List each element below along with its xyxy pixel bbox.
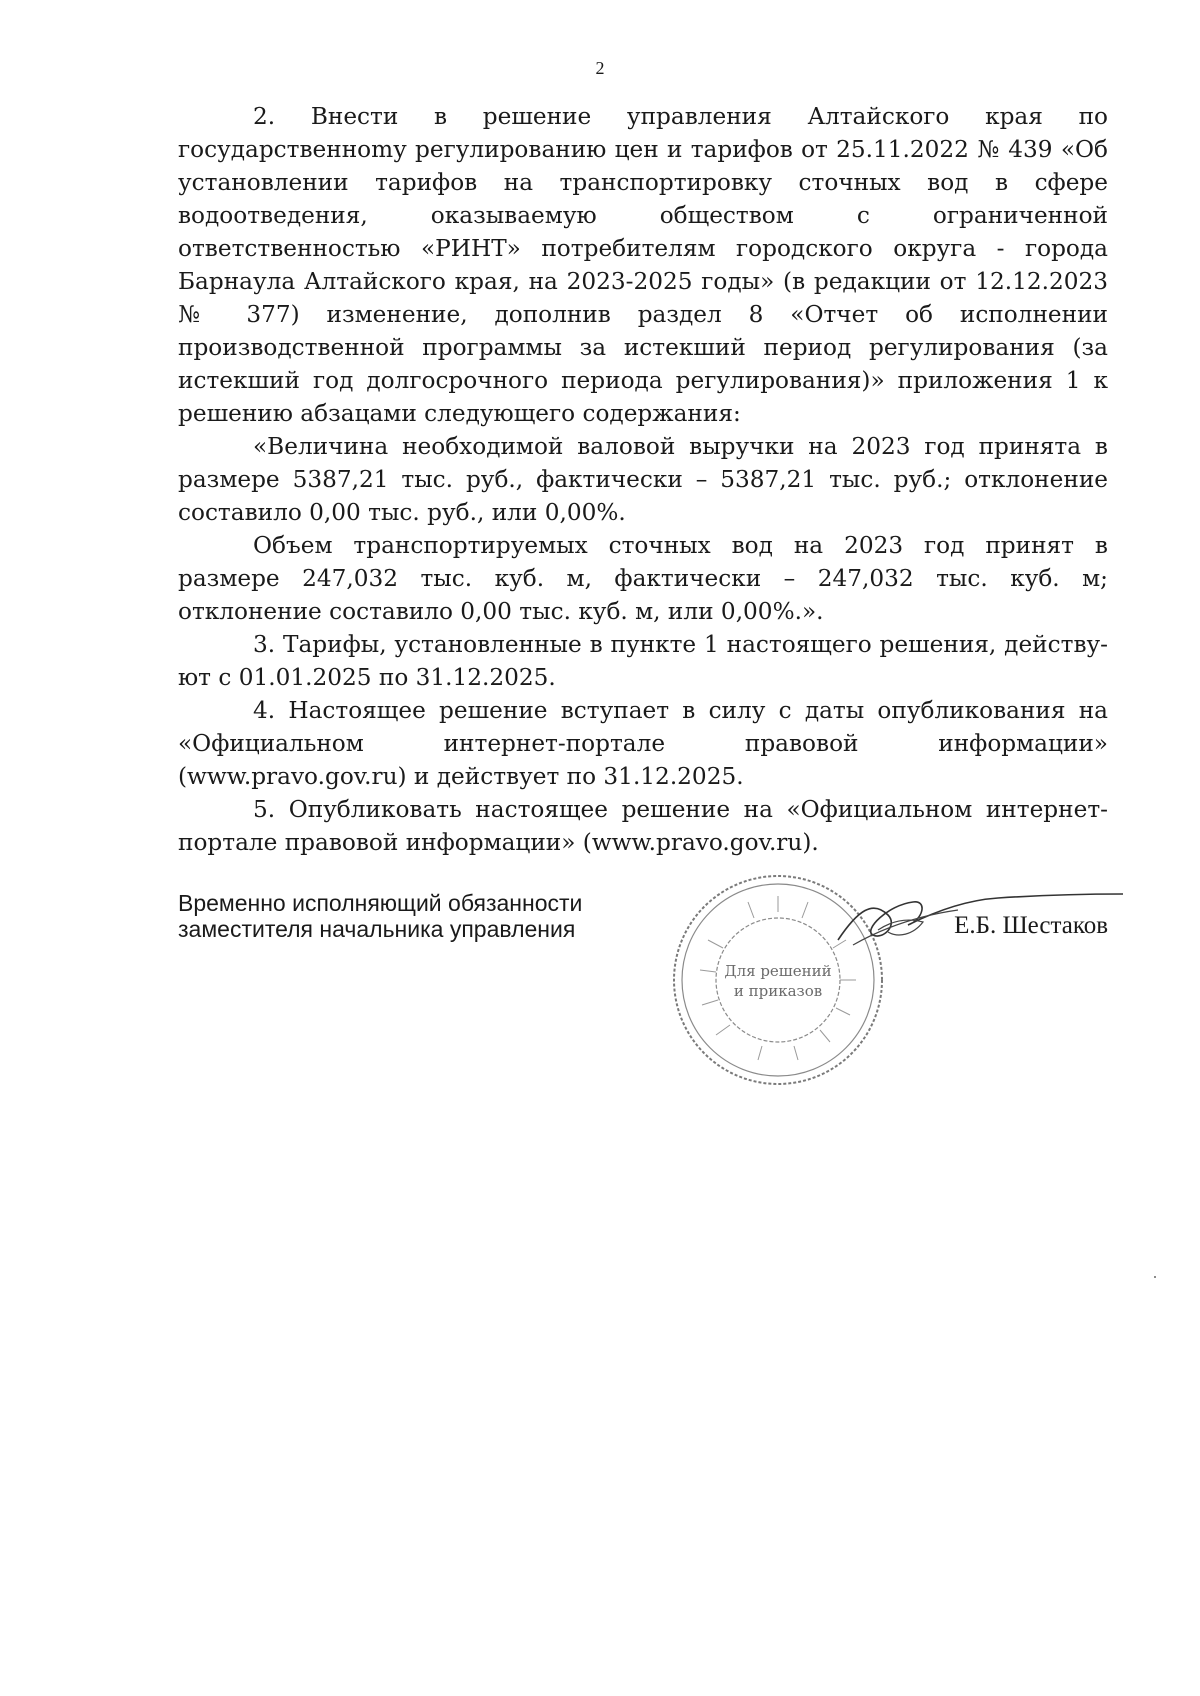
signature-block bbox=[178, 890, 1108, 1130]
signer-name: Е.Б. Шестаков bbox=[954, 912, 1108, 939]
signer-title-line-1: Временно исполняющий обязанности bbox=[178, 890, 583, 916]
paragraph-revenue: «Величина необходимой валовой выручки на 2023 год принята в размере 5387,21 тыс. руб., фактически – 5387,21 тыс. руб.; отклонение составило 0,00 тыс. руб., или 0,00%. bbox=[178, 433, 1108, 526]
paragraph-5: 5. Опубликовать настоящее решение на «Официальном интернет-портале правовой информации» (www.pravo.gov.ru). bbox=[178, 796, 1108, 856]
paragraph-2: 2. Внести в решение управления Алтайского края по государственноmу регулированию цен и тарифов от 25.11.2022 № 439 «Об установлении тарифов на транспортировку сточных вод в сфере водоотведения, оказываемую обществом с ограниченной ответственностью «РИНТ» потребителям городского округа - города Барнаула Алтайского края, на 2023-2025 годы» (в редакции от 12.12.2023 № 377) изменение, дополнив раздел 8 «Отчет об исполнении производственной программы за истекший период регулирования (за истекший год долгосрочного периода регулирования)» приложения 1 к решению абзацами следующего содержания: bbox=[178, 103, 1108, 427]
stamp-center-line-1: Для решений bbox=[724, 962, 832, 980]
document-body bbox=[178, 100, 1108, 859]
paragraph-4: 4. Настоящее решение вступает в силу с даты опубликования на «Официальном интернет-портале правовой информации» (www.pravo.gov.ru) и действует по 31.12.2025. bbox=[178, 697, 1108, 790]
page-number: 2 bbox=[595, 58, 605, 78]
stamp-center-line-2: и приказов bbox=[733, 982, 823, 1000]
signer-title bbox=[178, 890, 698, 942]
scan-speck bbox=[1154, 1276, 1156, 1278]
paragraph-3: 3. Тарифы, установленные в пункте 1 настоящего решения, действуют с 01.01.2025 по 31.12.2025. bbox=[178, 631, 1108, 691]
paragraph-volume: Объем транспортируемых сточных вод на 2023 год принят в размере 247,032 тыс. куб. м, фактически – 247,032 тыс. куб. м; отклонение составило 0,00 тыс. куб. м, или 0,00%.». bbox=[178, 532, 1108, 625]
signer-title-line-2: заместителя начальника управления bbox=[178, 916, 576, 942]
